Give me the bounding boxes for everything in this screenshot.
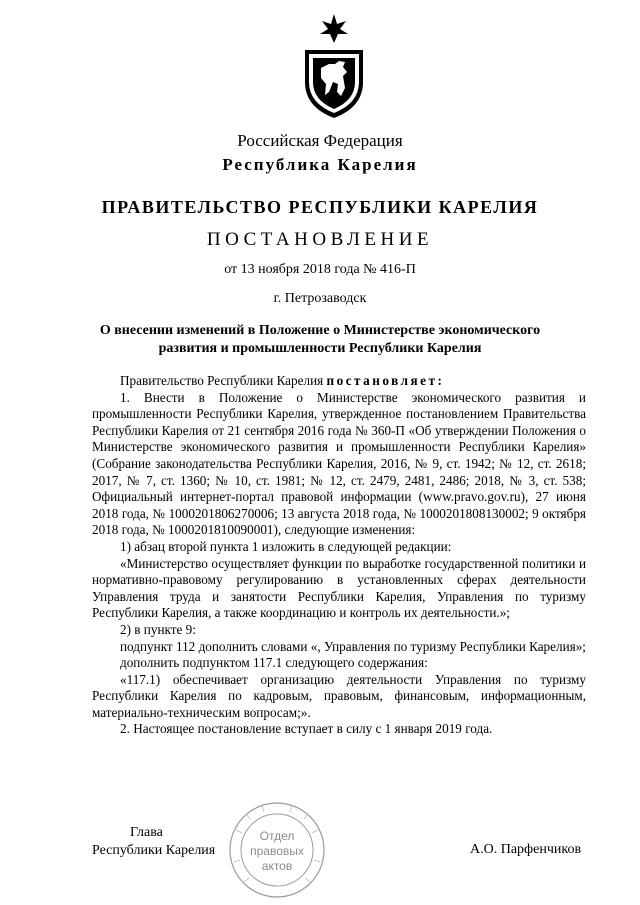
intro-text: Правительство Республики Карелия [120,373,327,388]
paragraph: 1) абзац второй пункта 1 изложить в следующей редакции: [120,538,452,554]
document-body [92,373,586,738]
intro-paragraph [92,373,586,390]
signature-position-line: Республики Карелия [92,843,216,858]
paragraph: подпункт 112 дополнить словами «, Управления по туризму Республики Карелия»; [120,638,586,654]
paragraph: 2. Настоящее постановление вступает в силу с 1 января 2019 года. [120,721,493,737]
paragraph: «117.1) обеспечивает организацию деятельности Управления по туризму Республики Карелия по кадровым, правовым, финансовым, информационным, материально-техническим вопросам;». [92,671,586,720]
decree-word: постановляет: [326,373,445,388]
paragraph: дополнить подпунктом 117.1 следующего содержания: [120,655,428,671]
government-name: ПРАВИТЕЛЬСТВО РЕСПУБЛИКИ КАРЕЛИЯ [101,197,539,217]
document-city: г. Петрозаводск [273,291,367,306]
paragraph: 1. Внести в Положение о Министерстве экономического развития и промышленности Республики Карелия, утвержденное постановлением Правительства Республики Карелия от 21 сентября 2016 года № 360-П «Об утверждении Положения о Министерстве экономического развития и промышленности Республики Карелия» (Собрание законодательства Республики Карелия, 2016, № 9, ст. 1942; № 12, ст. 2618; 2017, № 7, ст. 1360; № 10, ст. 1981; № 12, ст. 2479, 2481, 2486; 2018, № 3, ст. 538; Официальный интернет-портал правовой информации (www.pravo.gov.ru), 27 июня 2018 года, № 1000201806270006; 13 августа 2018 года, № 1000201808130002; 9 октября 2018 года, № 1000201810090001), следующие изменения: [92,389,586,538]
department-stamp [216,800,338,900]
signature-position-line: Глава [130,825,163,840]
stamp-line: актов [261,859,293,873]
stamp-line: правовых [250,844,304,858]
country-name: Российская Федерация [237,131,403,150]
signatory-name: А.О. Парфенчиков [470,842,582,857]
coat-of-arms-icon [299,12,369,120]
document-title [0,322,640,358]
document-title-line: развития и промышленности Республики Карелия [158,341,482,356]
paragraph: 2) в пункте 9: [120,621,196,637]
signature-position [92,824,215,860]
stamp-line: Отдел [259,829,295,843]
document-title-line: О внесении изменений в Положение о Министерстве экономического [99,323,541,338]
document-date-number: от 13 ноября 2018 года № 416-П [224,262,416,277]
paragraph: «Министерство осуществляет функции по выработке государственной политики и нормативно-правовому регулированию в установленных сферах деятельности Управления труда и занятости Республики Карелия, Управления по туризму Республики Карелия, а также координацию и контроль их деятельности.»; [92,555,586,621]
document-type: ПОСТАНОВЛЕНИЕ [206,229,434,250]
republic-name: Республика Карелия [222,155,418,174]
